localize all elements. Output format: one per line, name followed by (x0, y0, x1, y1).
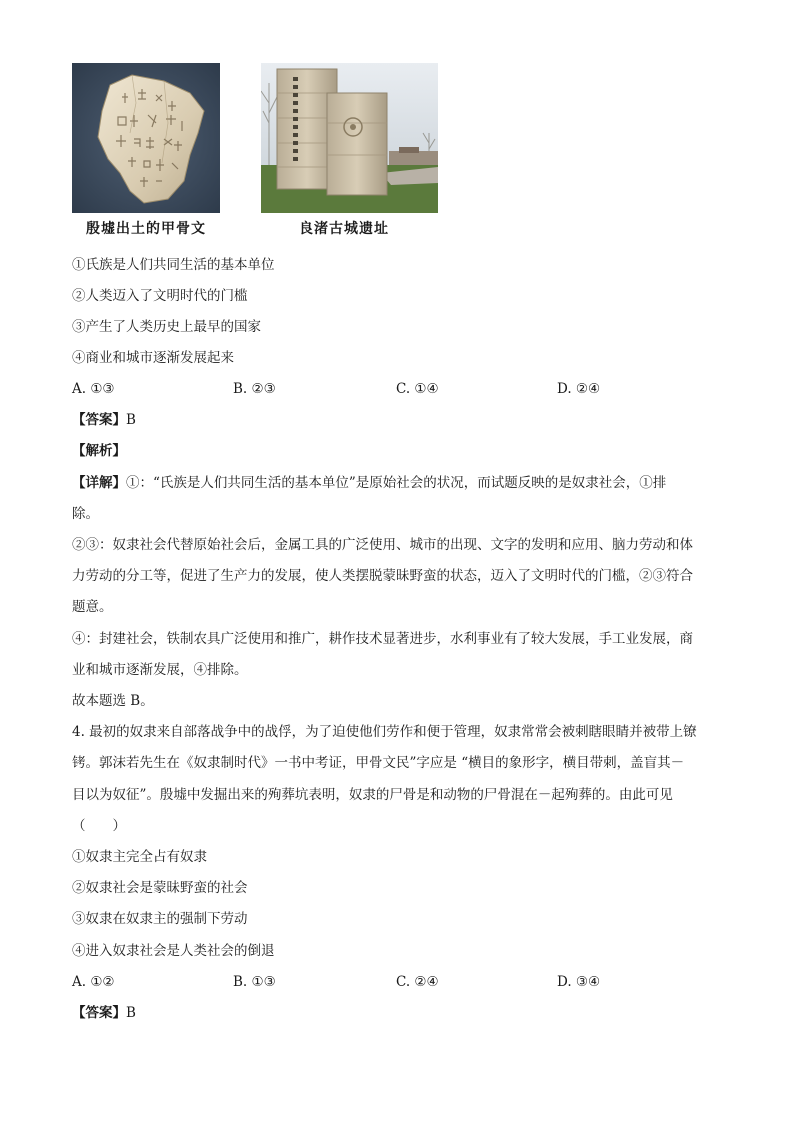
q3-detail-line: 业和城市逐渐发展，④排除。 (72, 662, 248, 678)
q4-stem-blank: （ ） (72, 818, 126, 834)
q4-stem-line: 铐。郭沫若先生在《奴隶制时代》一书中考证，甲骨文民”字应是 “横目的象形字，横目带刺，盖盲其－ (72, 755, 685, 771)
q4-stem-line: 4. 最初的奴隶来自部落战争中的战俘，为了迫使他们劳作和便于管理，奴隶常常会被刺瞎眼睛并被带上镣 (72, 724, 697, 740)
answer-value: B (126, 412, 136, 428)
q3-item-3: ③产生了人类历史上最早的国家 (72, 319, 261, 335)
q3-option-a: A. ①③ (72, 381, 115, 397)
answer-tag: 【答案】 (72, 1005, 126, 1021)
q3-detail-line (72, 473, 666, 493)
liangzhu-ruins-photo (261, 63, 438, 213)
q4-item-3: ③奴隶在奴隶主的强制下劳动 (72, 911, 248, 927)
oracle-bone-icon (72, 63, 220, 213)
q4-option-b: B. ①③ (233, 974, 276, 990)
q4-stem-line: 目以为奴征”。殷墟中发掘出来的殉葬坑表明，奴隶的尸骨是和动物的尸骨混在－起殉葬的。由此可见 (72, 787, 673, 803)
q4-answer (72, 1003, 136, 1023)
analysis-tag: 【解析】 (72, 443, 126, 459)
ruins-stele-icon (261, 63, 438, 213)
q3-detail-line: 题意。 (72, 599, 113, 615)
q4-option-c: C. ②④ (396, 974, 439, 990)
q3-analysis-tag (72, 441, 126, 461)
q4-option-a: A. ①② (72, 974, 115, 990)
detail-tag: 【详解】 (72, 475, 126, 491)
q4-item-1: ①奴隶主完全占有奴隶 (72, 849, 207, 865)
q4-option-d: D. ③④ (557, 974, 601, 990)
answer-value: B (126, 1005, 136, 1021)
q3-item-4: ④商业和城市逐渐发展起来 (72, 350, 234, 366)
q3-option-b: B. ②③ (233, 381, 276, 397)
detail-text: ①：“氏族是人们共同生活的基本单位”是原始社会的状况，而试题反映的是奴隶社会，①排 (126, 475, 667, 491)
q3-option-d: D. ②④ (557, 381, 601, 397)
q3-item-2: ②人类迈入了文明时代的门槛 (72, 288, 248, 304)
q4-item-2: ②奴隶社会是蒙昧野蛮的社会 (72, 880, 248, 896)
figure-caption-oracle-bone: 殷墟出土的甲骨文 (86, 221, 206, 237)
q3-answer (72, 410, 136, 430)
oracle-bone-photo (72, 63, 220, 213)
q3-item-1: ①氏族是人们共同生活的基本单位 (72, 257, 275, 273)
q4-item-4: ④进入奴隶社会是人类社会的倒退 (72, 943, 275, 959)
q3-detail-line: ④：封建社会，铁制农具广泛使用和推广，耕作技术显著进步，水利事业有了较大发展，手工业发展，商 (72, 631, 693, 647)
answer-tag: 【答案】 (72, 412, 126, 428)
q3-option-c: C. ①④ (396, 381, 439, 397)
q3-conclusion: 故本题选 B。 (72, 693, 154, 709)
q3-detail-line: ②③：奴隶社会代替原始社会后，金属工具的广泛使用、城市的出现、文字的发明和应用、脑力劳动和体 (72, 537, 693, 553)
q3-detail-line: 除。 (72, 506, 99, 522)
q3-detail-line: 力劳动的分工等，促进了生产力的发展，使人类摆脱蒙昧野蛮的状态，迈入了文明时代的门槛，②③符合 (72, 568, 693, 584)
figure-caption-liangzhu: 良渚古城遗址 (299, 221, 389, 237)
